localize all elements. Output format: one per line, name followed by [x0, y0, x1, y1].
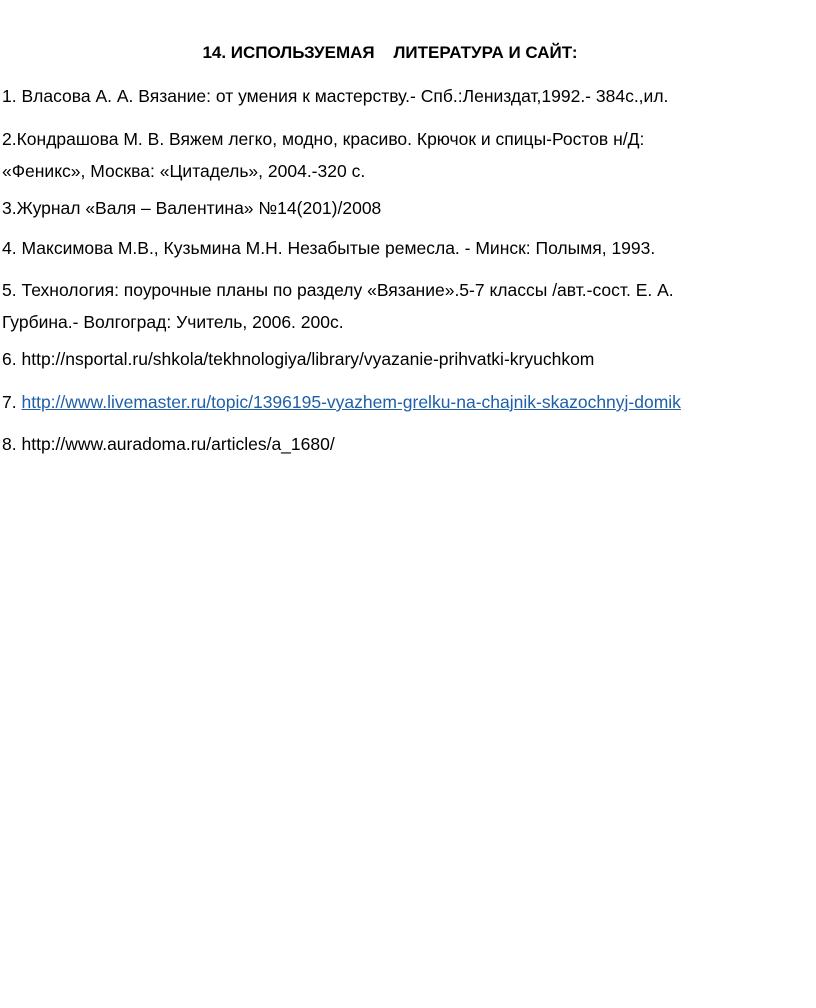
reference-url: http://nsportal.ru/shkola/tekhnologiya/library/vyazanie-prihvatki-kryuchkom	[21, 349, 595, 369]
reference-text-line2: Гурбина.- Волгоград: Учитель, 2006. 200с.	[2, 312, 344, 332]
reference-text: Максимова М.В., Кузьмина М.Н. Незабытые ремесла. - Минск: Полымя, 1993.	[21, 238, 656, 258]
reference-number: 8.	[2, 434, 17, 454]
reference-number: 7.	[2, 392, 17, 412]
reference-number: 2.	[2, 129, 17, 149]
reference-item-1	[2, 80, 802, 112]
reference-text-line2: «Феникс», Москва: «Цитадель», 2004.-320 с.	[2, 161, 366, 181]
reference-number: 3.	[2, 198, 17, 218]
reference-number: 5.	[2, 280, 17, 300]
reference-item-6	[2, 343, 802, 375]
page-title: 14. ИСПОЛЬЗУЕМАЯ ЛИТЕРАТУРА И САЙТ:	[202, 43, 578, 62]
reference-item-7	[2, 386, 802, 418]
reference-text-line1: Технология: поурочные планы по разделу «Вязание».5-7 классы /авт.-сост. Е. А.	[21, 280, 674, 300]
reference-item-8	[2, 428, 802, 460]
reference-item-5	[2, 274, 802, 338]
reference-number: 6.	[2, 349, 17, 369]
reference-text: Журнал «Валя – Валентина» №14(201)/2008	[16, 198, 382, 218]
reference-text: Власова А. А. Вязание: от умения к мастерству.- Спб.:Лениздат,1992.- 384с.,ил.	[21, 86, 669, 106]
reference-number: 1.	[2, 86, 17, 106]
reference-item-2	[2, 123, 802, 187]
reference-url: http://www.auradoma.ru/articles/a_1680/	[21, 434, 335, 454]
reference-number: 4.	[2, 238, 17, 258]
reference-item-3	[2, 192, 802, 224]
reference-link[interactable]: http://www.livemaster.ru/topic/1396195-vyazhem-grelku-na-chajnik-skazochnyj-domik	[21, 392, 681, 412]
reference-item-4	[2, 232, 802, 264]
reference-text-line1: Кондрашова М. В. Вяжем легко, модно, красиво. Крючок и спицы-Ростов н/Д:	[16, 129, 645, 149]
